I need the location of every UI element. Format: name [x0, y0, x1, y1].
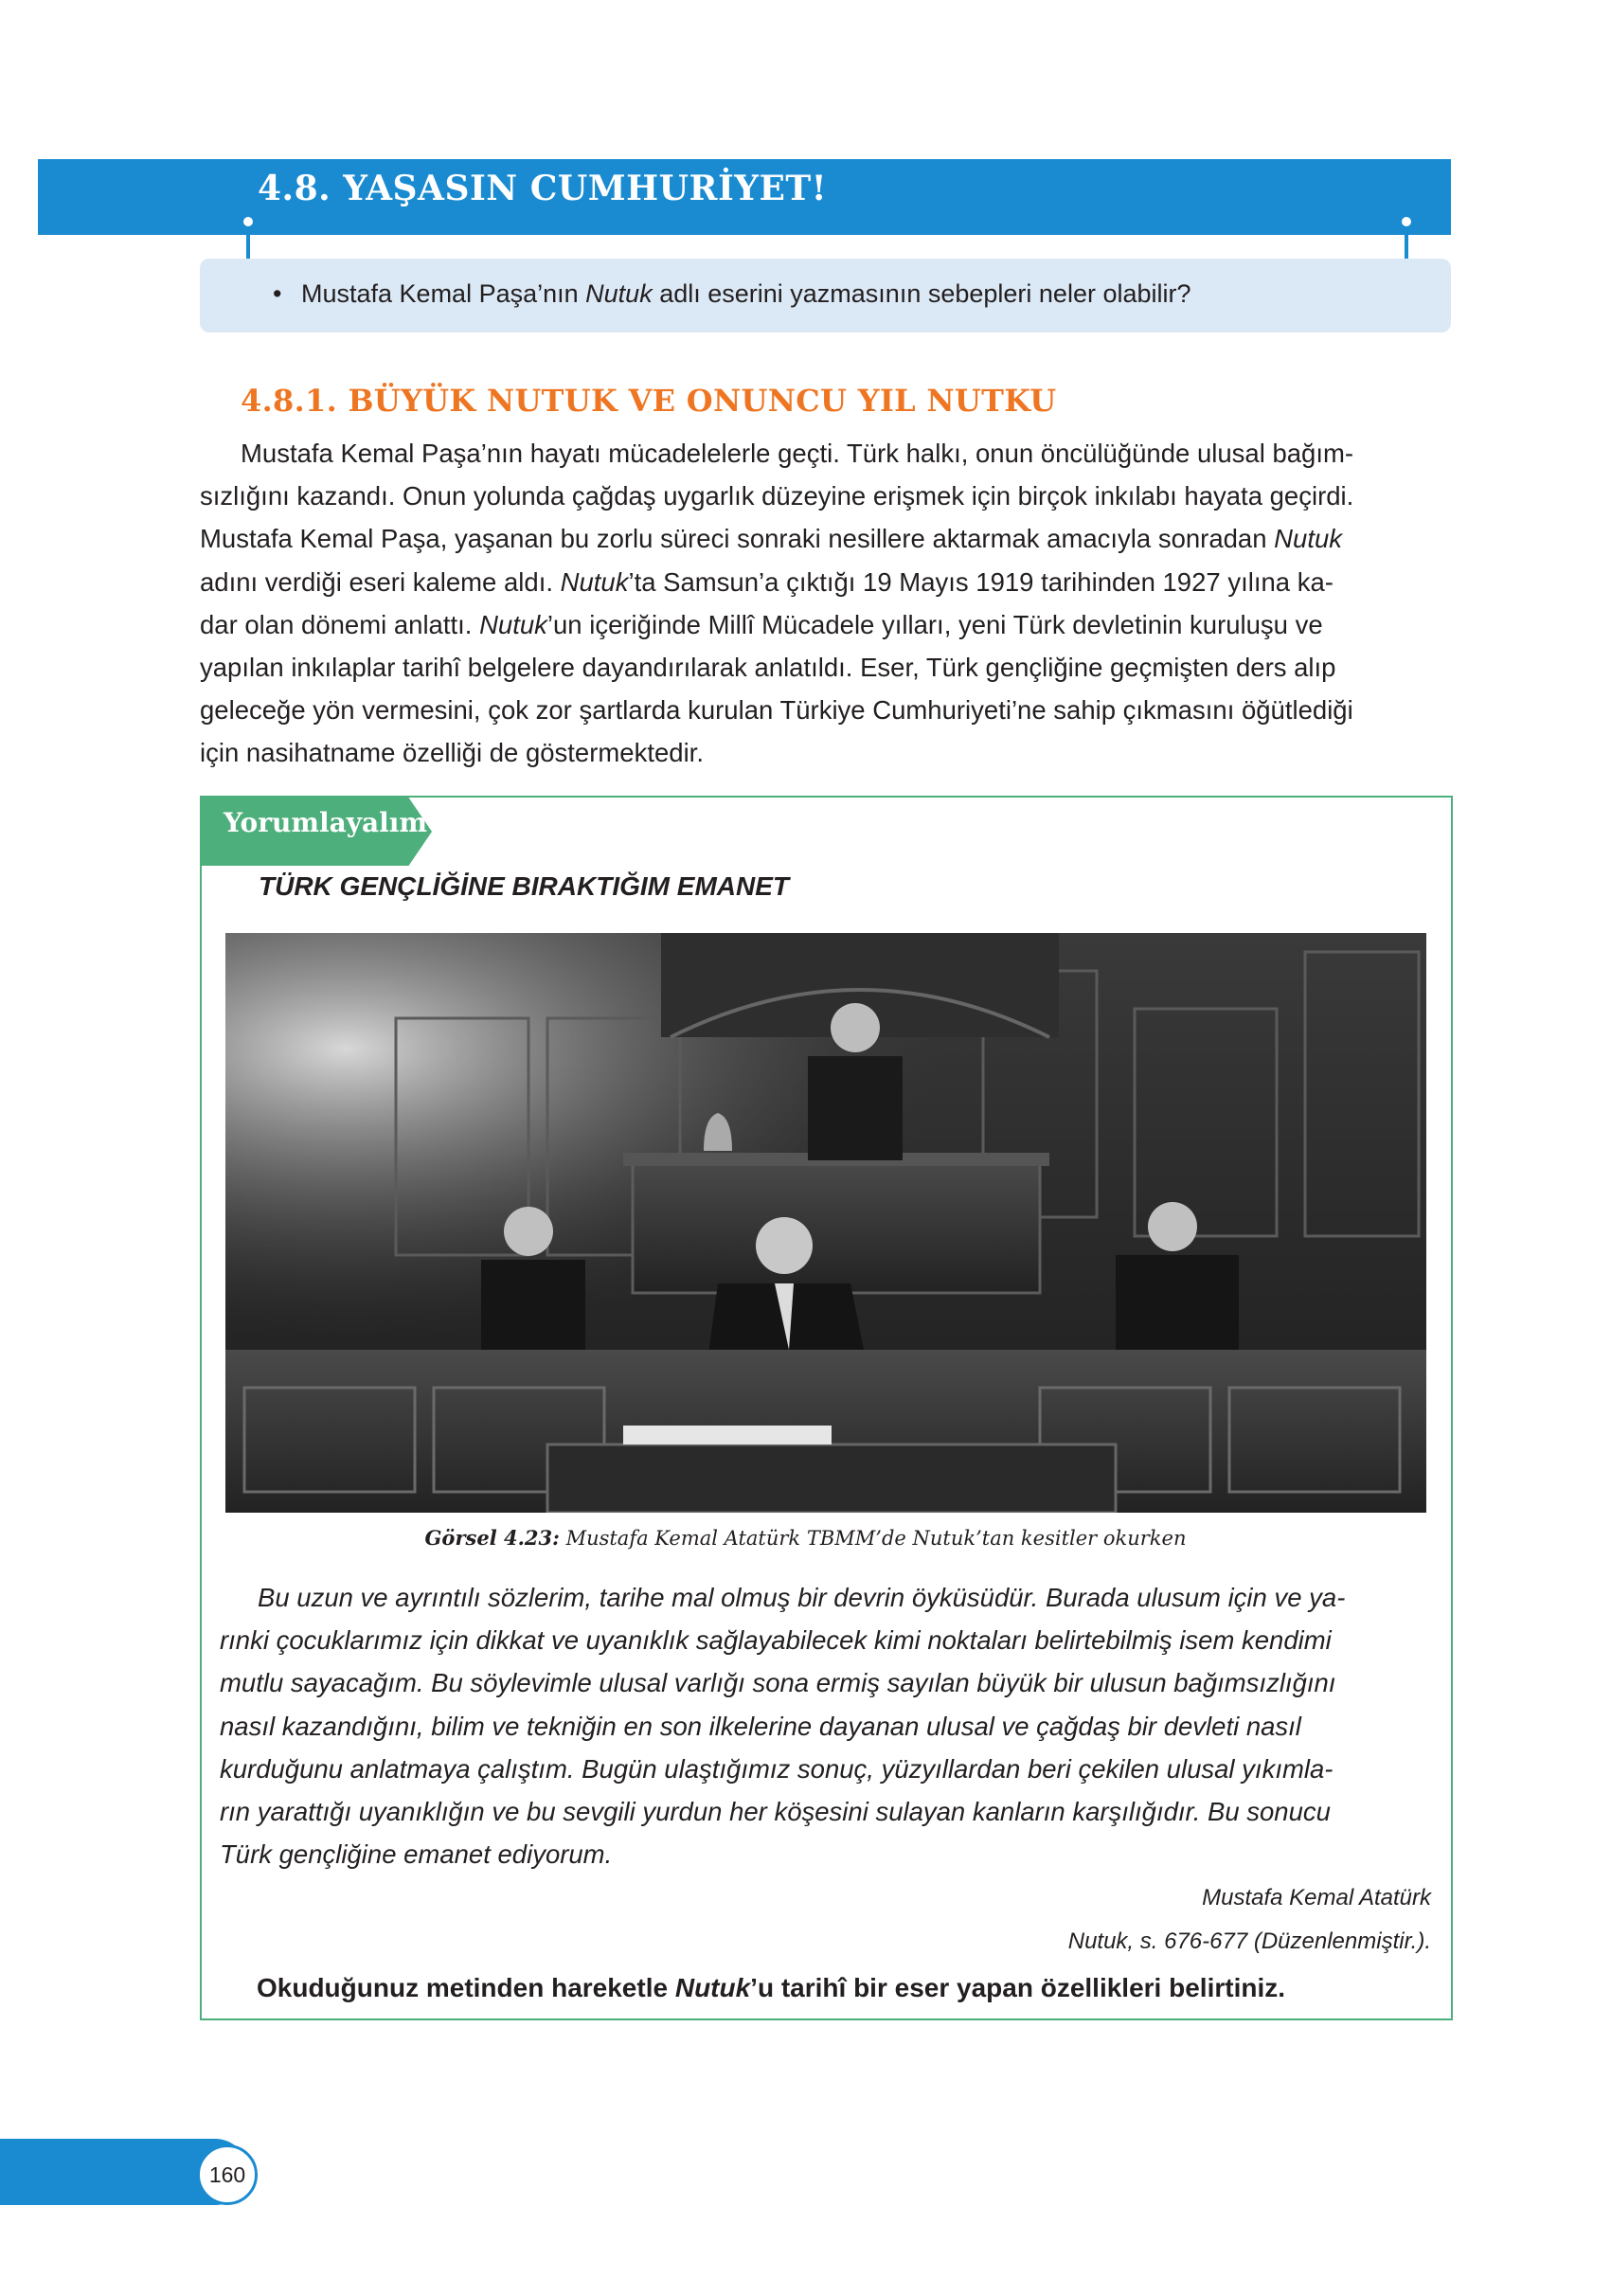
body-line: geleceğe yön vermesini, çok zor şartlarda kurulan Türkiye Cumhuriyeti’ne sahip çıkmasını öğütlediği — [200, 695, 1353, 726]
quote-line: rınki çocuklarımız için dikkat ve uyanıklık sağlayabilecek kimi noktaları belirtebilmiş isem kendimi — [220, 1625, 1332, 1656]
bullet-icon: • — [273, 279, 282, 308]
body-line: yapılan inkılaplar tarihî belgelere dayandırılarak anlatıldı. Eser, Türk gençliğine geçmişten ders alıp — [200, 653, 1336, 683]
page-number: 160 — [197, 2144, 258, 2205]
body-line: için nasihatname özelliği de göstermektedir. — [200, 738, 704, 768]
figure-caption: Görsel 4.23: Mustafa Kemal Atatürk TBMM’de Nutuk’tan kesitler okurken — [424, 1526, 1187, 1550]
page-title: 4.8. YAŞASIN CUMHURİYET! — [258, 169, 828, 208]
body-line: sızlığını kazandı. Onun yolunda çağdaş uygarlık düzeyine erişmek için birçok inkılabı hayata geçirdi. — [200, 481, 1354, 511]
body-paragraph — [200, 432, 1451, 775]
quote-line: rın yarattığı uyanıklığın ve bu sevgili yurdun her köşesini sulayan kanların karşılığıdır. Bu sonucu — [220, 1797, 1331, 1827]
emanet-title: TÜRK GENÇLİĞİNE BIRAKTIĞIM EMANET — [259, 871, 789, 901]
quote-line: Bu uzun ve ayrıntılı sözlerim, tarihe mal olmuş bir devrin öyküsüdür. Burada ulusum için ve ya- — [258, 1583, 1346, 1612]
body-line: dar olan dönemi anlattı. Nutuk’un içeriğinde Millî Mücadele yılları, yeni Türk devletinin kuruluşu ve — [200, 609, 1323, 639]
body-line: Mustafa Kemal Paşa, yaşanan bu zorlu süreci sonraki nesillere aktarmak amacıyla sonradan Nutuk — [200, 524, 1343, 554]
quote-line: nasıl kazandığını, bilim ve tekniğin en son ilkelerine dayanan ulusal ve çağdaş bir devleti nasıl — [220, 1711, 1301, 1741]
ataturk-quote — [220, 1576, 1435, 1875]
guiding-question: • Mustafa Kemal Paşa’nın Nutuk adlı eserini yazmasının sebepleri neler olabilir? — [273, 279, 1191, 308]
yorumlayalim-label: Yorumlayalım — [224, 807, 428, 838]
task-question: Okuduğunuz metinden hareketle Nutuk’u tarihî bir eser yapan özellikleri belirtiniz. — [257, 1973, 1286, 2002]
quote-author: Mustafa Kemal Atatürk — [1202, 1885, 1431, 1910]
section-title: 4.8.1. BÜYÜK NUTUK VE ONUNCU YIL NUTKU — [241, 383, 1057, 419]
quote-line: kurduğunu anlatmaya çalıştım. Bugün ulaştığımız sonuç, yüzyıllardan beri çekilen ulusal yıkımla- — [220, 1753, 1334, 1784]
body-line: Mustafa Kemal Paşa’nın hayatı mücadelelerle geçti. Türk halkı, onun öncülüğünde ulusal bağım- — [241, 439, 1354, 468]
historical-photo-tbmm — [225, 933, 1426, 1513]
body-line: adını verdiği eseri kaleme aldı. Nutuk’ta Samsun’a çıktığı 19 Mayıs 1919 tarihinden 1927 yılına ka- — [200, 566, 1334, 597]
quote-line: mutlu sayacağım. Bu söylevimle ulusal varlığı sona ermiş sayılan büyük bir ulusun bağımsızlığını — [220, 1668, 1336, 1698]
quote-source: Nutuk, s. 676-677 (Düzenlenmiştir.). — [1067, 1928, 1431, 1954]
quote-line: Türk gençliğine emanet ediyorum. — [220, 1839, 613, 1870]
